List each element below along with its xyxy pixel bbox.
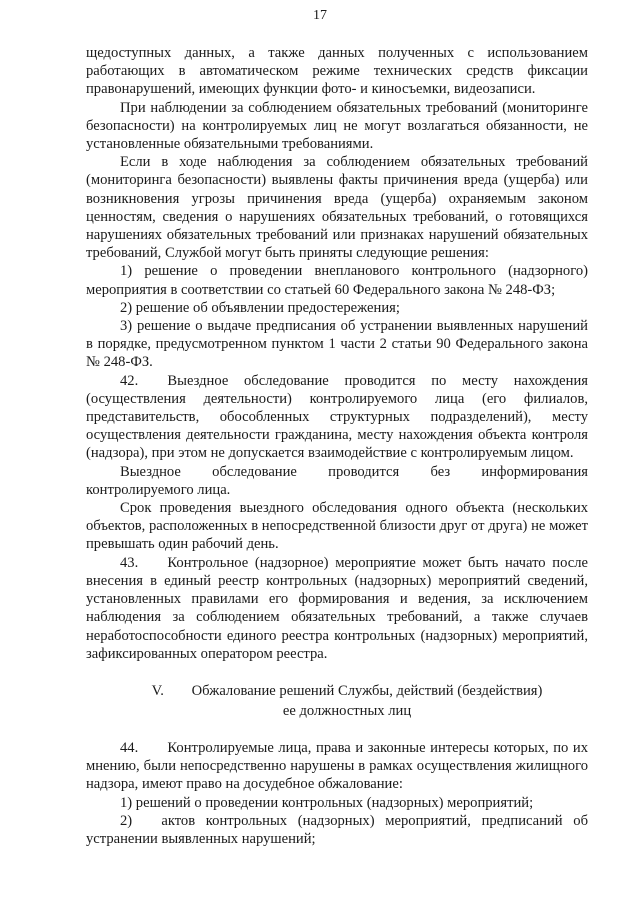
paragraph-monitoring-obligations: При наблюдении за соблюдением обязательных требований (мониторинге безопасности) на контролируемых лиц не могут возлагаться обязанности, не установленные обязательными требованиями. <box>86 99 588 153</box>
section-title-line-1: Обжалование решений Службы, действий (бездействия) <box>191 682 543 699</box>
paragraph-inspection-without-notice: Выездное обследование проводится без информирования контролируемого лица. <box>86 463 588 498</box>
clause-42: 42. Выездное обследование проводится по месту нахождения (осуществления деятельности) контролируемого лица (его филиалов, представительств, обособленных структурных подразделений), месту осуществления деятельности гражданина, месту нахождения объекта контроля (надзора), при этом не допускается взаимодействие с контролируемым лицом. <box>86 372 588 462</box>
list-item-decision-1: 1) решение о проведении внепланового контрольного (надзорного) мероприятия в соответствии со статьей 60 Федерального закона № 248-ФЗ; <box>86 263 588 298</box>
list-item-appeal-1: 1) решений о проведении контрольных (надзорных) мероприятий; <box>120 794 534 811</box>
document-body <box>86 44 588 848</box>
clause-43: 43. Контрольное (надзорное) мероприятие может быть начато после внесения в единый реестр контрольных (надзорных) мероприятий сведений, установленных правилами его формирования и ведения, за исключением наблюдения за соблюдением обязательных требований, а также случаев неработоспособности единого реестра контрольных (надзорных) мероприятий, зафиксированных оператором реестра. <box>86 554 588 662</box>
list-item-decision-3: 3) решение о выдаче предписания об устранении выявленных нарушений в порядке, предусмотренном пунктом 1 части 2 статьи 90 Федерального закона № 248-ФЗ. <box>86 318 588 371</box>
section-number: V. <box>151 682 164 699</box>
page-number: 17 <box>313 8 327 23</box>
list-item-appeal-2: 2) актов контрольных (надзорных) мероприятий, предписаний об устранении выявленных нарушений; <box>86 812 588 847</box>
section-title-line-2: ее должностных лиц <box>282 702 412 719</box>
list-item-decision-2: 2) решение об объявлении предостережения; <box>120 299 400 316</box>
section-heading <box>86 681 588 721</box>
paragraph-monitoring-decisions: Если в ходе наблюдения за соблюдением обязательных требований (мониторинга безопасности) выявлены факты причинения вреда (ущерба) или возникновения угрозы причинения вреда (ущерба) охраняемым законом ценностям, сведения о нарушениях обязательных требований, о готовящихся нарушениях обязательных требований или признаках нарушений обязательных требований, Службой могут быть приняты следующие решения: <box>86 154 588 262</box>
clause-44: 44. Контролируемые лица, права и законные интересы которых, по их мнению, были непосредственно нарушены в рамках осуществления жилищного надзора, имеют право на досудебное обжалование: <box>86 739 588 793</box>
paragraph-inspection-duration: Срок проведения выездного обследования одного объекта (нескольких объектов, расположенных в непосредственной близости друг от друга) не может превышать один рабочий день. <box>86 500 588 553</box>
paragraph-continuation: щедоступных данных, а также данных полученных с использованием работающих в автоматическом режиме технических средств фиксации правонарушений, имеющих функции фото- и киносъемки, видеозаписи. <box>86 45 588 98</box>
